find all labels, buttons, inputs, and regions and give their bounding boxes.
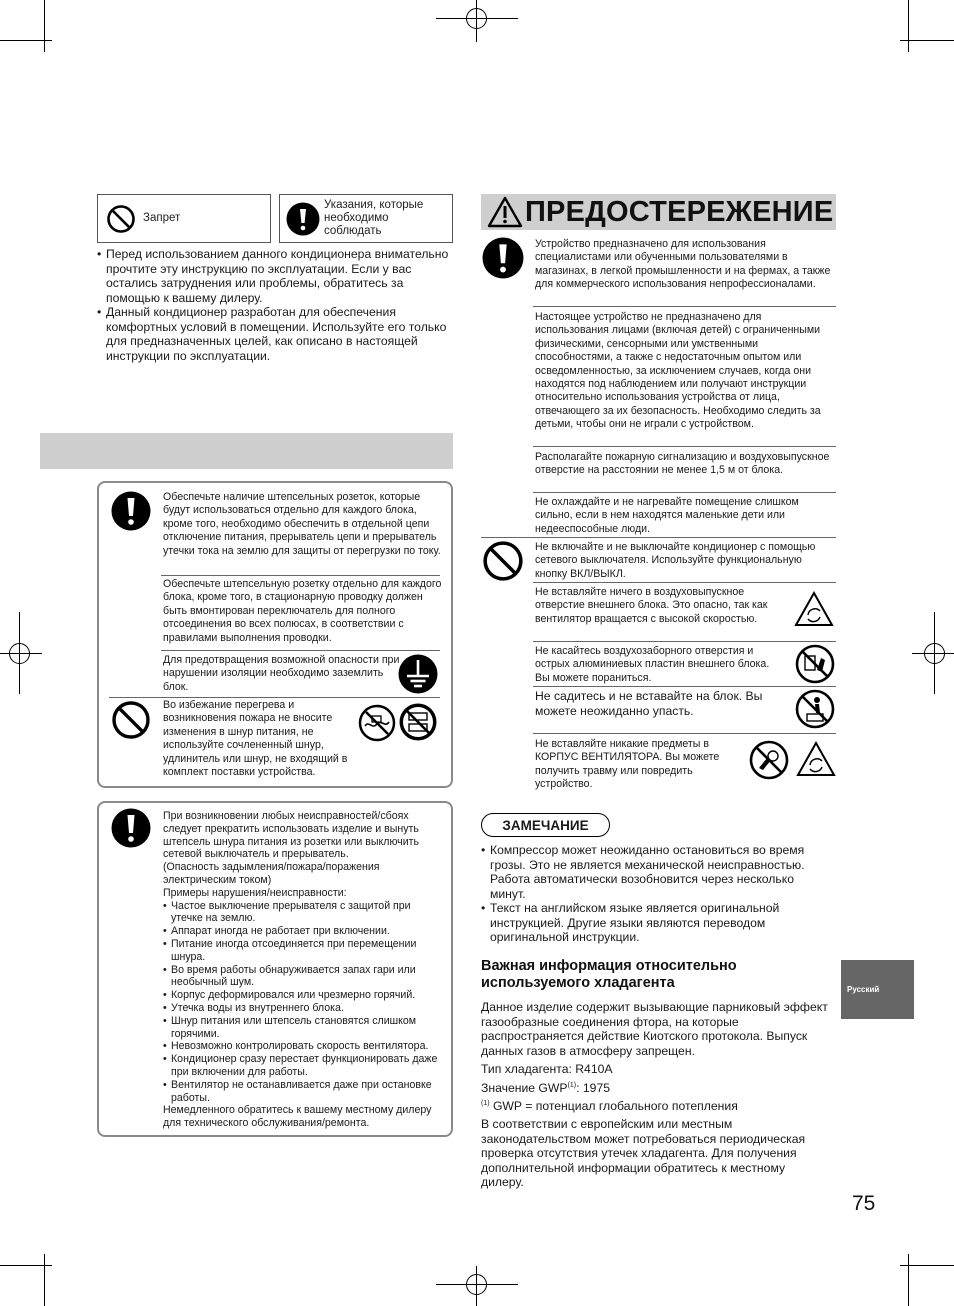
no-touch-fins-icon [795, 644, 835, 684]
legend-prohibition [97, 194, 271, 243]
list-item: • Вентилятор не останавливается даже при остановке работы. [163, 1078, 432, 1104]
list-item: • Корпус деформировался или чрезмерно горячий. [163, 989, 416, 1002]
mandatory-icon [482, 237, 524, 279]
rotating-fan-warning-icon [796, 741, 836, 777]
section-header-bar [40, 433, 453, 469]
warning-row-4: Не охлаждайте и не нагревайте помещение слишком сильно, если в нем находятся маленькие дети или недееспособные люди. [535, 496, 799, 535]
warning-row-6: Не вставляйте ничего в воздуховыпускное отверстие внешнего блока. Это опасно, так как вентилятор вращается с высокой скоростью. [535, 586, 768, 625]
no-objects-fan-icon [749, 740, 789, 780]
warning-row-1: Устройство предназначено для использования специалистами или обученными пользователями в магазинах, в легкой промышленности и на фермах, а также для коммерческого использования непрофессионалами. [535, 238, 831, 291]
prohibition-icon [482, 540, 524, 582]
warning-title-bar [481, 194, 836, 230]
page-number: 75 [852, 1192, 876, 1215]
warning-row-2: Настоящее устройство не предназначено для использования лицами (включая детей) с ограниченными физическими, сенсорными или умственными способностями, а также с недостаточным опытом или осведомленностью, за исключением случаев, когда они находятся под наблюдением или получают инструкции относительно использования устройства от лица, отвечающего за их безопасность. Необходимо следить за детьми, чтобы они не играли с устройством. [535, 311, 821, 431]
legend-instructions [279, 194, 453, 243]
gwp-footnote: $^{(1)}$ GWP = потенциал глобального потепления [481, 1099, 738, 1114]
legend-instructions-label: Указания, которые необходимо соблюдать [324, 199, 424, 237]
warning-row-7: Не касайтесь воздухозаборного отверстия и острых алюминиевых пластин внешнего блока. Вы можете пораниться. [535, 645, 770, 684]
malfunction-text: При возникновении любых неисправностей/сбоях следует прекратить использовать изделие и вынуть штепсель шнура питания из розетки или выключить сетевой выключатель и прерыватель. (Опасность задымления/пожара/поражения электрическим током) Примеры нарушения/неисправности: • Частое выключение прерывателя с защитой при утечке на землю. • Аппарат иногда не работает при включении. • Питание иногда отсоединяется при перемещении шнура. • Во время работы обнаруживается запах гари или необычный шум. • Корпус деформировался или чрезмерно горячий. • Утечка воды из внутреннего блока. • Шнур питания или штепсель становятся слишком горячими. • Невозможно контролировать скорость вентилятора. • Кондиционер сразу перестает функционировать даже при включении для работы. • Вентилятор не останавливается даже при остановке работы. Немедленного обратитесь к вашему местному дилеру для технического обслуживания/ремонта. [163, 810, 441, 1130]
box1-row-1: Обеспечьте наличие штепсельных розеток, которые будут использоваться отдельно для каждого блока, кроме того, необходимо обеспечить в отдельной цепи отключение питания, прерыватель цепи и прерыватель утечки тока на землю для защиты от перегрузки по току. [163, 491, 441, 557]
list-item: • Частое выключение прерывателя с защитой при утечке на землю. [163, 899, 411, 925]
rotating-fan-warning-icon [794, 591, 834, 627]
list-item: • Шнур питания или штепсель становятся слишком горячими. [163, 1014, 417, 1040]
warning-row-9: Не вставляйте никакие предметы в КОРПУС ВЕНТИЛЯТОРА. Вы можете получить травму или повредить устройство. [535, 738, 720, 791]
refrigerant-type: Тип хладагента: R410A [481, 1062, 613, 1076]
warning-triangle-icon [487, 196, 523, 228]
box1-row-2: Обеспечьте штепсельную розетку отдельно для каждого блока, кроме того, в стационарную проводку должен быть вмонтирован переключатель для полного отсоединения во всех полюсах, в соответствии с правилами выполнения проводки. [163, 578, 442, 644]
box1-row-4: Во избежание перегрева и возникновения пожара не вносите изменения в шнур питания, не используйте сочлененный шнур, удлинитель или шнур, не входящий в комплект поставки устройства. [163, 699, 348, 779]
list-item: • Аппарат иногда не работает при включении. [163, 925, 390, 938]
warning-row-8: Не садитесь и не вставайте на блок. Вы можете неожиданно упасть. [535, 689, 763, 718]
mandatory-icon [286, 202, 320, 236]
note-list [481, 843, 827, 945]
note-label: ЗАМЕЧАНИЕ [481, 813, 610, 837]
list-item: • Перед использованием данного кондиционера внимательно прочтите эту инструкцию по эксплуатации. Если у вас остались затруднения или проблемы, обратитесь за помощью к вашему дилеру. [97, 247, 449, 305]
warning-row-5: Не включайте и не выключайте кондиционер с помощью сетевого выключателя. Используйте функциональную кнопку ВКЛ/ВЫКЛ. [535, 541, 816, 580]
list-item: • Данный кондиционер разработан для обеспечения комфортных условий в помещении. Используйте его только для предназначенных целей, как описано в настоящей инструкции по эксплуатации. [97, 305, 447, 363]
list-item: • Кондиционер сразу перестает функционировать даже при включении для работы. [163, 1053, 438, 1078]
earth-ground-icon [398, 654, 438, 694]
mandatory-icon [111, 808, 151, 848]
list-item: • Питание иногда отсоединяется при перемещении шнура. [163, 937, 417, 963]
warning-row-3: Располагайте пожарную сигнализацию и воздуховыпускное отверстие на расстоянии не менее 1,5 м от блока. [535, 451, 830, 477]
prohibition-icon [106, 204, 136, 234]
list-item: • Текст на английском языке является оригинальной инструкцией. Другие языки являются переводом оригинальной инструкции. [481, 901, 780, 944]
no-standing-on-unit-icon [795, 689, 835, 729]
no-cord-modification-icon [358, 704, 396, 742]
list-item: • Во время работы обнаруживается запах гари или необычный шум. [163, 963, 416, 989]
refrigerant-heading: Важная информация относительно используемого хладагента [481, 958, 737, 991]
list-item: • Невозможно контролировать скорость вентилятора. [163, 1040, 429, 1053]
no-extension-cord-icon [398, 702, 438, 742]
list-item: • Утечка воды из внутреннего блока. [163, 1001, 344, 1014]
intro-bullets [97, 247, 449, 363]
box1-row-3: Для предотвращения возможной опасности при нарушении изоляции необходимо заземлить блок. [163, 654, 400, 693]
refrigerant-paragraph-1: Данное изделие содержит вызывающие парниковый эффект газообразные соединения фтора, на которые распространяется действие Киотского протокола. Выпуск данных газов в атмосферу запрещен. [481, 1000, 828, 1058]
gwp-value: Значение GWP$^{(1)}$: 1975 [481, 1081, 610, 1096]
prohibition-icon [111, 700, 151, 740]
mandatory-icon [111, 491, 151, 531]
legend-prohibition-label: Запрет [143, 212, 181, 224]
language-tab: Русский [841, 960, 914, 1019]
warning-title: ПРЕДОСТЕРЕЖЕНИЕ [525, 195, 834, 228]
refrigerant-paragraph-2: В соответствии с европейским или местным законодательством может потребоваться периодическая проверка отсутствия утечек хладагента. Для получения дополнительной информации обратитесь к местному дилеру. [481, 1117, 806, 1189]
list-item: • Компрессор может неожиданно остановиться во время грозы. Это не является механической неисправностью. Работа автоматически возобновится через несколько минут. [481, 843, 805, 901]
